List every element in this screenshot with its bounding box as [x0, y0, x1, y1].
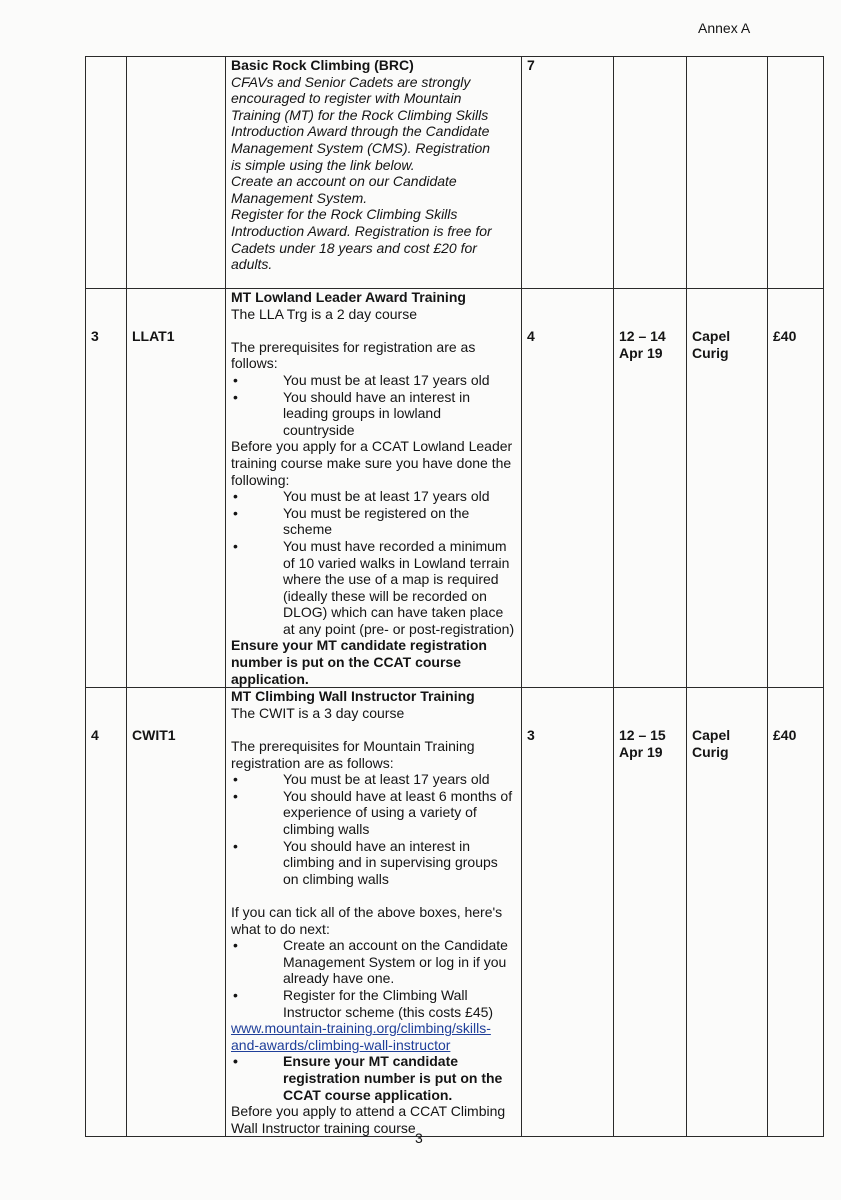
before-apply-text: Before you apply to attend a CCAT Climbing Wall Instructor training course: [231, 1103, 506, 1136]
list-item: • You must be at least 17 years old: [233, 371, 490, 388]
course-description-cell: [226, 289, 522, 688]
list-item: • You should have an interest in climbing and in supervising groups on climbing walls: [233, 837, 498, 887]
table-row: [86, 289, 824, 688]
course-description-cell: [226, 688, 522, 1137]
dates-cell: [614, 57, 687, 289]
page-number: 3: [415, 1130, 423, 1146]
table-row: [86, 688, 824, 1137]
course-title: MT Lowland Leader Award Training: [231, 289, 466, 305]
course-location: Capel Curig: [692, 328, 731, 361]
list-item: • You should have at least 6 months of experience of using a variety of climbing walls: [233, 787, 513, 837]
list-item: • You must be at least 17 years old: [233, 771, 490, 788]
next-steps-intro: If you can tick all of the above boxes, here's what to do next:: [231, 903, 503, 937]
course-number: 4: [91, 727, 99, 744]
brc-text-1: CFAVs and Senior Cadets are strongly: [231, 73, 471, 90]
list-item: • You must have recorded a minimum of 10 varied walks in Lowland terrain where the use of a map is required (ideally these will be recorded on DLOG) which can have taken place at any point (pre- or post-registration): [233, 537, 515, 637]
table-row: [86, 57, 824, 289]
brc-text-12: adults.: [231, 256, 273, 273]
capacity: 3: [527, 727, 535, 744]
list-item: • Register for the Climbing Wall Instructor scheme (this costs £45): [233, 986, 494, 1020]
list-item: • You must be registered on the scheme: [233, 504, 470, 538]
course-cost: £40: [773, 328, 797, 344]
course-location: Capel Curig: [692, 727, 731, 760]
course-table: [85, 56, 824, 1137]
brc-text-5: Management System (CMS). Registration: [231, 139, 491, 156]
course-title: Basic Rock Climbing (BRC): [231, 57, 414, 73]
list-item: • You should have an interest in leading groups in lowland countryside: [233, 388, 471, 438]
registration-note: Ensure your MT candidate registration number is put on the CCAT course application.: [231, 637, 487, 687]
location-cell: [687, 57, 768, 289]
brc-text-8: Management System.: [231, 189, 368, 206]
brc-text-7: Create an account on our Candidate: [231, 173, 457, 190]
brc-text-9: Register for the Rock Climbing Skills: [231, 206, 458, 223]
brc-text-6: is simple using the link below.: [231, 156, 415, 173]
list-item: • Create an account on the Candidate Management System or log in if you already have one.: [233, 937, 508, 987]
brc-text-2: encouraged to register with Mountain: [231, 90, 462, 107]
course-code-cell: [127, 57, 226, 289]
brc-text-10: Introduction Award. Registration is free for: [231, 222, 492, 239]
course-code: CWIT1: [132, 727, 176, 744]
capacity-cell: 7: [522, 57, 614, 289]
before-apply-text: Before you apply for a CCAT Lowland Leader training course make sure you have done the following:: [231, 438, 513, 488]
brc-text-4: Introduction Award through the Candidate: [231, 123, 490, 140]
course-dates: 12 – 15 Apr 19: [619, 727, 666, 760]
course-dates: 12 – 14 Apr 19: [619, 328, 666, 361]
list-item: • You must be at least 17 years old: [233, 488, 490, 505]
course-number: 3: [91, 328, 99, 344]
course-intro: The LLA Trg is a 2 day course: [231, 305, 417, 322]
course-cost: £40: [773, 727, 797, 744]
brc-text-3: Training (MT) for the Rock Climbing Skills: [231, 106, 489, 123]
cost-cell: [768, 57, 824, 289]
prerequisites-intro: The prerequisites for registration are as follows:: [231, 338, 476, 372]
course-intro: The CWIT is a 3 day course: [231, 704, 405, 721]
mountain-training-link[interactable]: www.mountain-training.org/climbing/skills-and-awards/climbing-wall-instructor: [231, 1020, 491, 1053]
course-number-cell: [86, 57, 127, 289]
course-title: MT Climbing Wall Instructor Training: [231, 688, 475, 705]
annex-label: Annex A: [698, 20, 751, 36]
brc-text-11: Cadets under 18 years and cost £20 for: [231, 239, 477, 256]
registration-note: • Ensure your MT candidate registration number is put on the CCAT course application.: [233, 1053, 503, 1103]
capacity: 4: [527, 328, 535, 344]
course-description-cell: [226, 57, 522, 289]
course-code: LLAT1: [132, 328, 175, 344]
prerequisites-intro: The prerequisites for Mountain Training registration are as follows:: [231, 738, 475, 771]
